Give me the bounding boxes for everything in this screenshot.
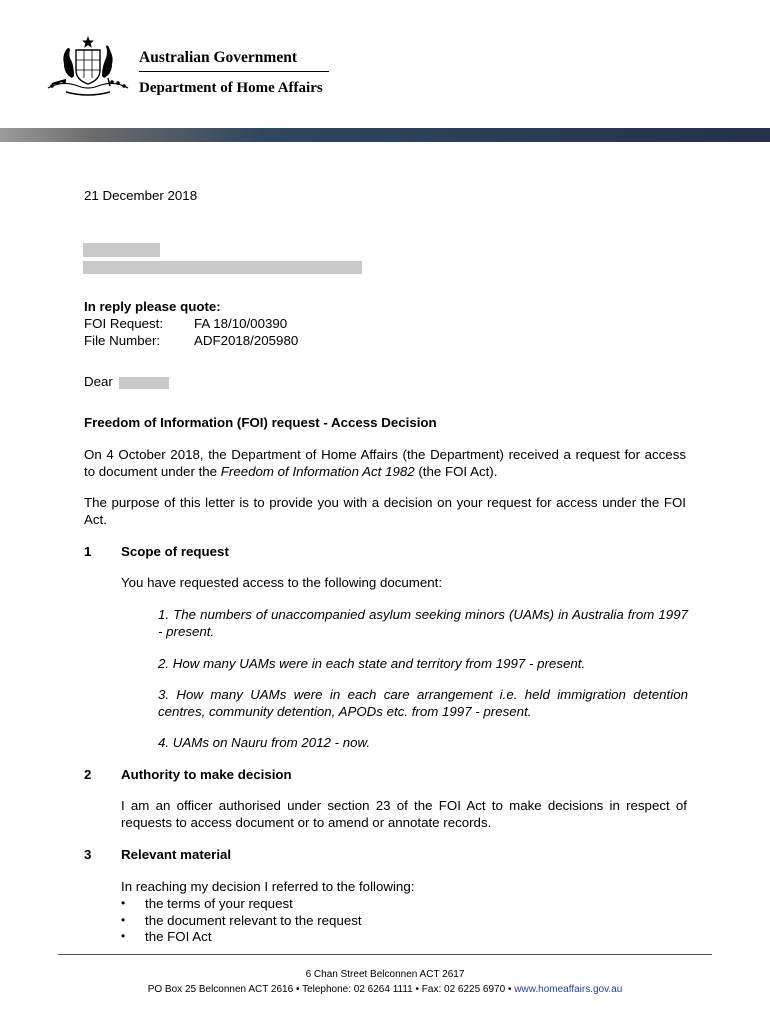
bullet-icon: • [121, 913, 126, 927]
section-heading: Scope of request [121, 544, 229, 559]
letter-date: 21 December 2018 [84, 188, 198, 203]
salutation: Dear [84, 374, 113, 389]
intro-paragraph: On 4 October 2018, the Department of Home Affairs (the Department) received a request for access to document under the Freedom of Information Act 1982 (the FOI Act). [84, 447, 686, 479]
bullet-icon: • [121, 929, 126, 943]
footer-fax: Fax: 02 6225 6970 [421, 984, 506, 995]
request-item: 4. UAMs on Nauru from 2012 - now. [158, 735, 371, 750]
footer-postal-address: PO Box 25 Belconnen ACT 2616 [147, 984, 294, 995]
bullet-item: the terms of your request [145, 896, 293, 911]
header-rule [139, 71, 329, 72]
section-text: You have requested access to the following document: [121, 575, 443, 590]
reply-heading: In reply please quote: [84, 299, 221, 314]
redacted-recipient-address [83, 261, 362, 274]
purpose-paragraph: The purpose of this letter is to provide you with a decision on your request for access under the FOI Act. [84, 495, 686, 527]
ref-label: FOI Request: [84, 316, 164, 331]
redacted-recipient-name [83, 243, 160, 257]
section-number: 3 [84, 847, 92, 862]
ref-value: FA 18/10/00390 [194, 316, 288, 331]
letter-subject: Freedom of Information (FOI) request - Access Decision [84, 415, 437, 430]
act-title: Freedom of Information Act 1982 [220, 464, 415, 479]
section-heading: Relevant material [121, 847, 232, 862]
department-title: Department of Home Affairs [139, 80, 323, 96]
footer-street-address: 6 Chan Street Belconnen ACT 2617 [305, 969, 465, 980]
section-text: In reaching my decision I referred to the following: [121, 879, 415, 894]
header-band [0, 128, 770, 142]
bullet-item: the document relevant to the request [145, 913, 362, 928]
redacted-salutation-name [119, 377, 169, 389]
section-heading: Authority to make decision [121, 767, 292, 782]
section-number: 2 [84, 767, 92, 782]
request-item: 1. The numbers of unaccompanied asylum seeking minors (UAMs) in Australia from 1997 - present. [158, 607, 688, 639]
footer-telephone: Telephone: 02 6264 1111 [302, 984, 413, 995]
coat-of-arms-logo [42, 34, 134, 100]
section-text: I am an officer authorised under section 23 of the FOI Act to make decisions in respect of requests to access document or to amend or annotate records. [121, 798, 687, 830]
section-number: 1 [84, 544, 92, 559]
bullet-icon: • [121, 896, 126, 910]
ref-value: ADF2018/205980 [194, 333, 299, 348]
footer-rule [58, 954, 712, 955]
bullet-item: the FOI Act [145, 929, 212, 944]
government-title: Australian Government [139, 49, 298, 66]
request-item: 3. How many UAMs were in each care arrangement i.e. held immigration detention centres, community detention, APODs etc. from 1997 - present. [158, 687, 688, 719]
footer-contact-line: PO Box 25 Belconnen ACT 2616 • Telephone: 02 6264 1111 • Fax: 02 6225 6970 • www.homeaffairs.gov.au [147, 984, 623, 995]
ref-label: File Number: [84, 333, 161, 348]
footer-website-link[interactable]: www.homeaffairs.gov.au [514, 984, 623, 995]
request-item: 2. How many UAMs were in each state and territory from 1997 - present. [158, 656, 586, 671]
